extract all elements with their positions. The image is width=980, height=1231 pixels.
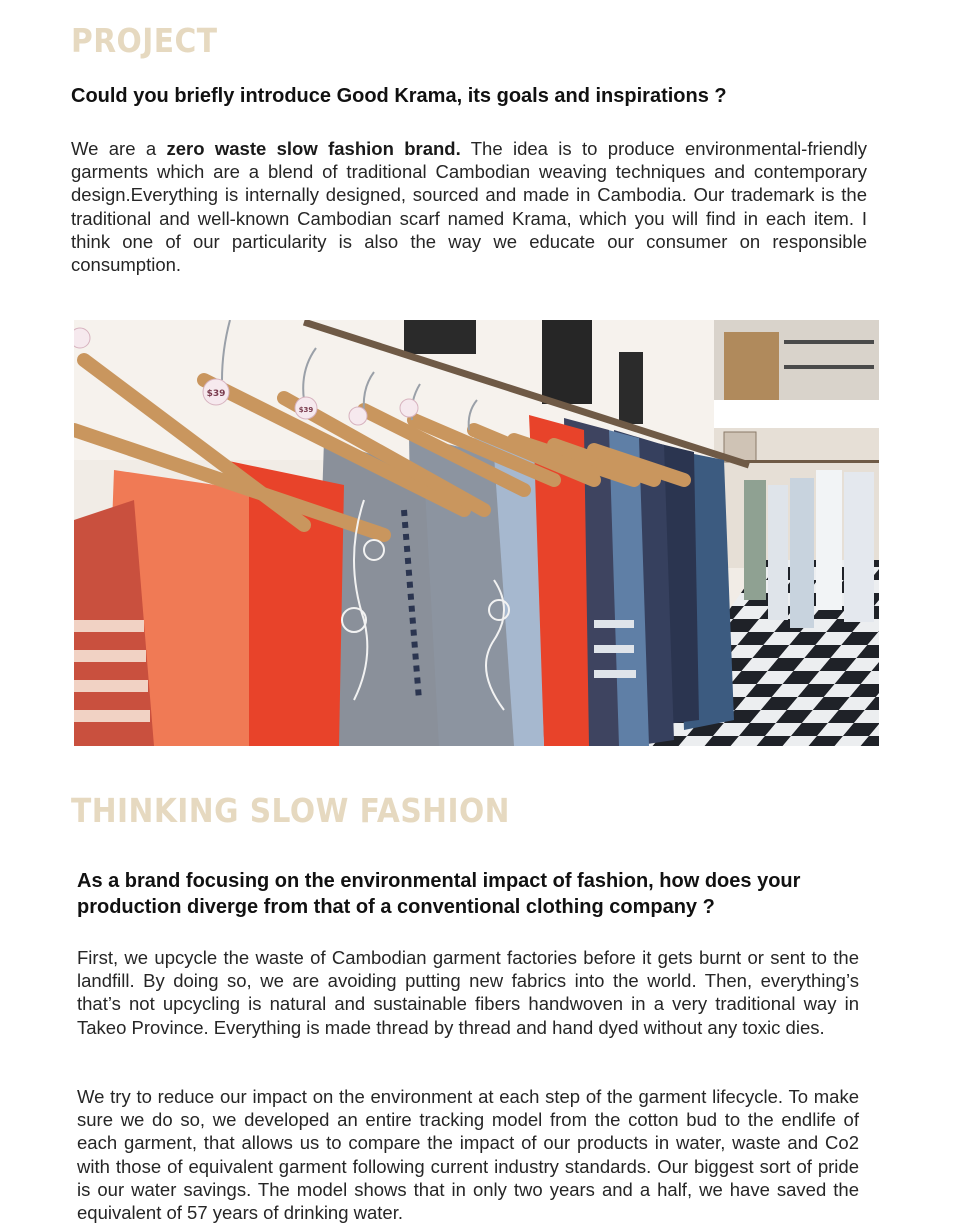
- chalkboard-sign: [542, 320, 592, 404]
- clothing-rack-illustration: [74, 320, 879, 746]
- interview-answer-2b: We try to reduce our impact on the environment at each step of the garment lifecycle. To make sure we do so, we developed an entire tracking model from the cotton bud to the endlife of each garment, that allows us to compare the impact of our products in water, waste and Co2 with those of equivalent garment following current industry standards. Our biggest sort of pride is our water savings. The model shows that in only two years and a half, we have saved the equivalent of 57 years of drinking water.: [77, 1086, 859, 1224]
- price-tag-text: $39: [206, 389, 226, 399]
- price-tag-text: $39: [298, 406, 314, 414]
- interview-question-2: As a brand focusing on the environmental impact of fashion, how does your production diverge from that of a conventional clothing company ?: [77, 870, 801, 918]
- answer-rest-text: The idea is to produce environmental-friendly garments which are a blend of traditional Cambodian weaving techniques and contemporary design.Everything is internally designed, sourced and made in Cambodia. Our trademark is the traditional and well-known Cambodian scarf named Krama, which you will find in each item. I think one of our particularity is also the way we educate our consumer on responsible consumption.: [71, 138, 867, 276]
- chalkboard-sign: [619, 352, 643, 424]
- interview-answer-1: [71, 137, 867, 276]
- section-heading-project: PROJECT: [71, 21, 218, 60]
- section-heading-thinking-slow-fashion: THINKING SLOW FASHION: [71, 791, 510, 830]
- answer-lead-text: We are a: [71, 138, 167, 159]
- answer-bold-text: zero waste slow fashion brand.: [166, 138, 461, 159]
- interview-question-1: Could you briefly introduce Good Krama, its goals and inspirations ?: [71, 85, 727, 107]
- mezzanine-ledge: [714, 400, 879, 428]
- interview-answer-2a: First, we upcycle the waste of Cambodian garment factories before it gets burnt or sent to the landfill. By doing so, we are avoiding putting new fabrics into the world. Then, everything’s that’s not upcycling is natural and sustainable fibers handwoven in a very traditional way in Takeo Province. Everything is made thread by thread and hand dyed without any toxic dies.: [77, 947, 859, 1038]
- chalkboard-sign: [404, 320, 476, 354]
- store-clothing-rack-photo: [74, 320, 879, 746]
